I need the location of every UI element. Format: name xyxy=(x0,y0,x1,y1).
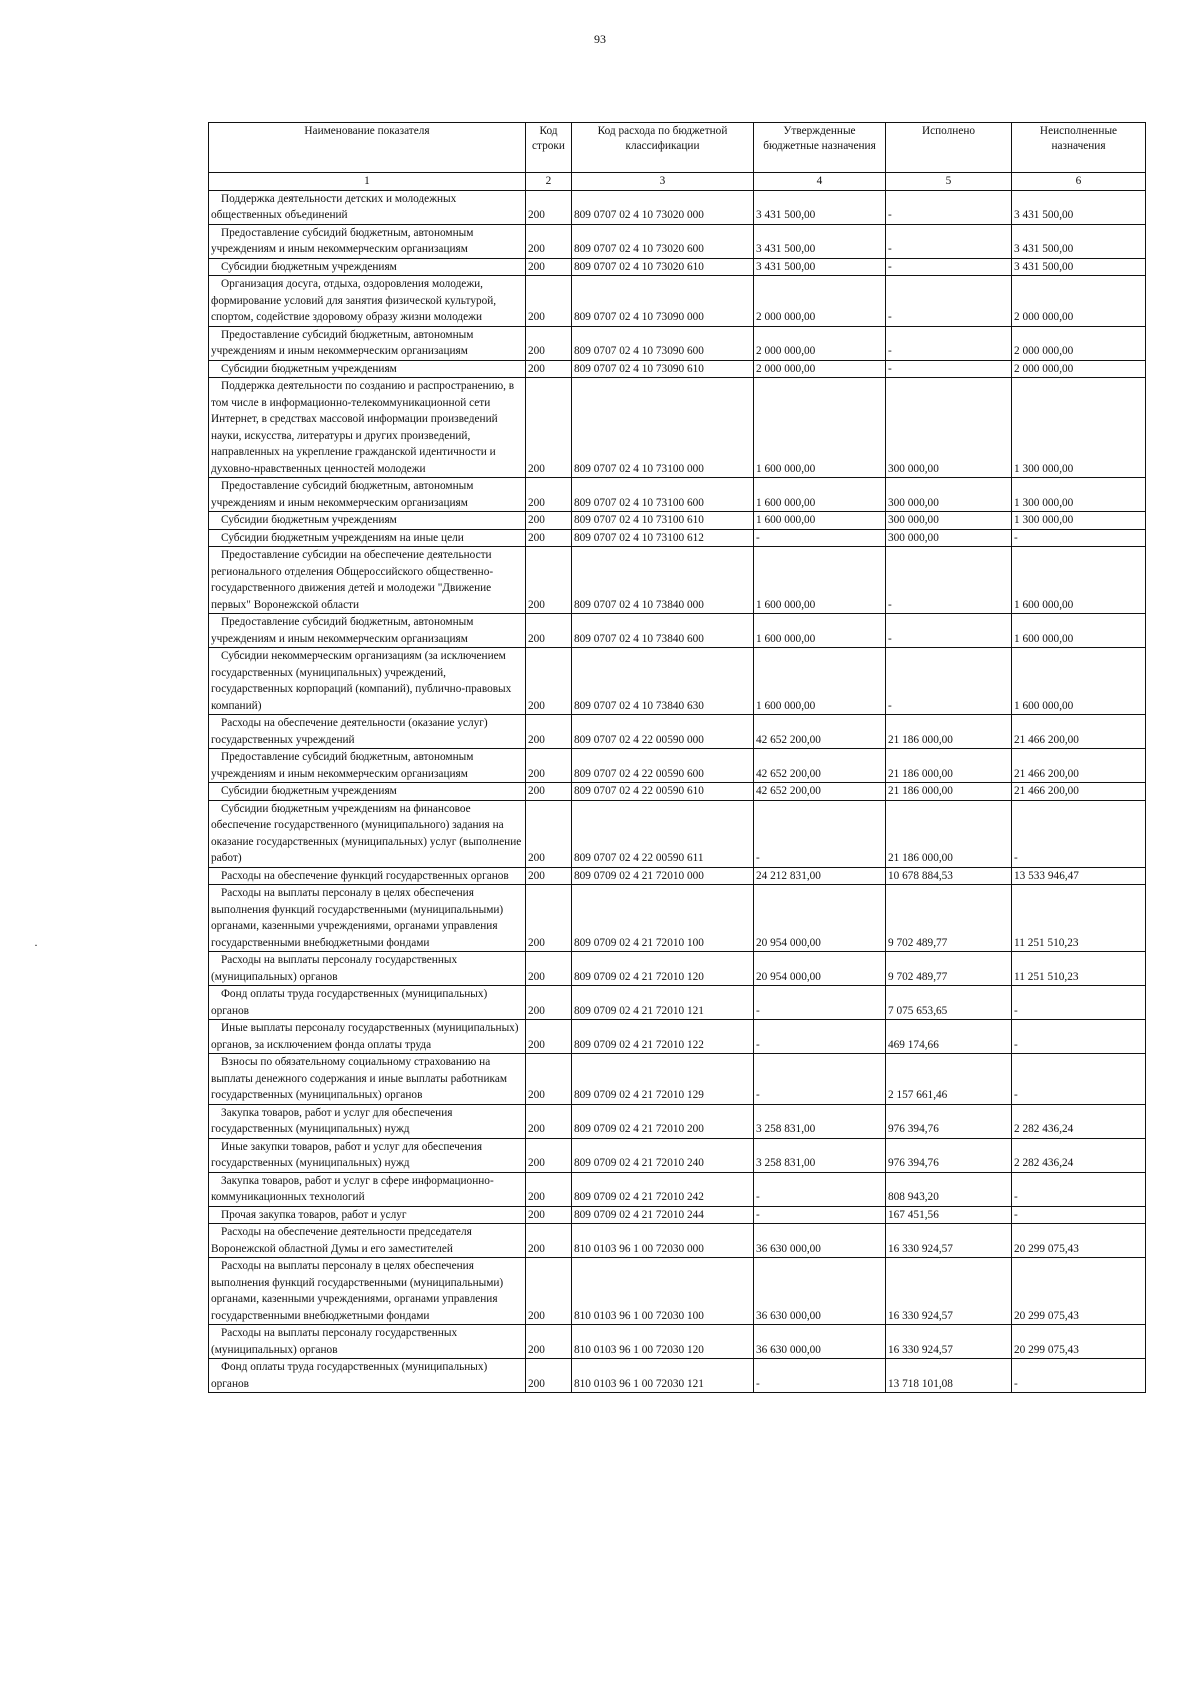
header-executed: Исполнено xyxy=(886,123,1012,173)
table-row xyxy=(209,360,1146,378)
executed-amount-cell: - xyxy=(886,614,1012,648)
table-row xyxy=(209,378,1146,478)
approved-amount-cell: 36 630 000,00 xyxy=(754,1325,886,1359)
indicator-name-cell: Закупка товаров, работ и услуг для обеспечения государственных (муниципальных) нужд xyxy=(209,1104,526,1138)
approved-amount-cell: 1 600 000,00 xyxy=(754,648,886,715)
unexecuted-amount-cell: 3 431 500,00 xyxy=(1012,258,1146,276)
executed-amount-cell: 300 000,00 xyxy=(886,529,1012,547)
executed-amount-cell: 9 702 489,77 xyxy=(886,885,1012,952)
budget-classification-cell: 809 0707 02 4 10 73090 600 xyxy=(572,326,754,360)
executed-amount-cell: 21 186 000,00 xyxy=(886,715,1012,749)
budget-classification-cell: 809 0709 02 4 21 72010 200 xyxy=(572,1104,754,1138)
indicator-name-cell: Расходы на выплаты персоналу в целях обеспечения выполнения функций государственными (муниципальными) органами, казенными учреждениями, органами управления государственными внебюджетными фондами xyxy=(209,885,526,952)
table-row xyxy=(209,1258,1146,1325)
budget-classification-cell: 809 0709 02 4 21 72010 120 xyxy=(572,952,754,986)
unexecuted-amount-cell: 20 299 075,43 xyxy=(1012,1325,1146,1359)
unexecuted-amount-cell: 20 299 075,43 xyxy=(1012,1224,1146,1258)
table-row xyxy=(209,512,1146,530)
line-code-cell: 200 xyxy=(526,190,572,224)
approved-amount-cell: - xyxy=(754,1359,886,1393)
approved-amount-cell: 36 630 000,00 xyxy=(754,1224,886,1258)
approved-amount-cell: 42 652 200,00 xyxy=(754,715,886,749)
unexecuted-amount-cell: - xyxy=(1012,800,1146,867)
unexecuted-amount-cell: 1 600 000,00 xyxy=(1012,614,1146,648)
table-row xyxy=(209,1020,1146,1054)
unexecuted-amount-cell: 2 000 000,00 xyxy=(1012,276,1146,327)
indicator-name-cell: Расходы на обеспечение функций государственных органов xyxy=(209,867,526,885)
executed-amount-cell: - xyxy=(886,190,1012,224)
table-row xyxy=(209,478,1146,512)
budget-classification-cell: 810 0103 96 1 00 72030 100 xyxy=(572,1258,754,1325)
executed-amount-cell: 16 330 924,57 xyxy=(886,1258,1012,1325)
line-code-cell: 200 xyxy=(526,478,572,512)
header-indicator-name: Наименование показателя xyxy=(209,123,526,173)
executed-amount-cell: 21 186 000,00 xyxy=(886,749,1012,783)
line-code-cell: 200 xyxy=(526,529,572,547)
approved-amount-cell: 3 431 500,00 xyxy=(754,190,886,224)
executed-amount-cell: 167 451,56 xyxy=(886,1206,1012,1224)
line-code-cell: 200 xyxy=(526,326,572,360)
indicator-name-cell: Закупка товаров, работ и услуг в сфере информационно-коммуникационных технологий xyxy=(209,1172,526,1206)
line-code-cell: 200 xyxy=(526,1138,572,1172)
budget-classification-cell: 809 0707 02 4 10 73020 000 xyxy=(572,190,754,224)
column-number: 3 xyxy=(572,173,754,191)
unexecuted-amount-cell: 1 300 000,00 xyxy=(1012,478,1146,512)
header-unexecuted: Неисполненные назначения xyxy=(1012,123,1146,173)
unexecuted-amount-cell: 2 000 000,00 xyxy=(1012,360,1146,378)
approved-amount-cell: - xyxy=(754,800,886,867)
budget-classification-cell: 809 0707 02 4 22 00590 610 xyxy=(572,783,754,801)
indicator-name-cell: Расходы на обеспечение деятельности (оказание услуг) государственных учреждений xyxy=(209,715,526,749)
unexecuted-amount-cell: 21 466 200,00 xyxy=(1012,715,1146,749)
indicator-name-cell: Субсидии бюджетным учреждениям xyxy=(209,512,526,530)
approved-amount-cell: 3 431 500,00 xyxy=(754,224,886,258)
executed-amount-cell: 7 075 653,65 xyxy=(886,986,1012,1020)
table-row xyxy=(209,1172,1146,1206)
approved-amount-cell: - xyxy=(754,986,886,1020)
line-code-cell: 200 xyxy=(526,885,572,952)
line-code-cell: 200 xyxy=(526,1258,572,1325)
budget-classification-cell: 809 0707 02 4 10 73100 610 xyxy=(572,512,754,530)
budget-classification-cell: 809 0707 02 4 10 73090 000 xyxy=(572,276,754,327)
approved-amount-cell: 3 258 831,00 xyxy=(754,1138,886,1172)
approved-amount-cell: 2 000 000,00 xyxy=(754,326,886,360)
budget-classification-cell: 809 0707 02 4 10 73100 612 xyxy=(572,529,754,547)
budget-classification-cell: 809 0707 02 4 10 73840 630 xyxy=(572,648,754,715)
indicator-name-cell: Предоставление субсидии на обеспечение деятельности регионального отделения Общероссийского общественно-государственного движения детей и молодежи "Движение первых" Воронежской области xyxy=(209,547,526,614)
executed-amount-cell: 976 394,76 xyxy=(886,1104,1012,1138)
line-code-cell: 200 xyxy=(526,1020,572,1054)
table-row xyxy=(209,648,1146,715)
table-row xyxy=(209,1138,1146,1172)
unexecuted-amount-cell: 21 466 200,00 xyxy=(1012,749,1146,783)
budget-classification-cell: 809 0709 02 4 21 72010 129 xyxy=(572,1054,754,1105)
indicator-name-cell: Субсидии бюджетным учреждениям на иные цели xyxy=(209,529,526,547)
column-number-row xyxy=(209,173,1146,191)
table-row xyxy=(209,952,1146,986)
indicator-name-cell: Поддержка деятельности по созданию и распространению, в том числе в информационно-телекоммуникационной сети Интернет, в средствах массовой информации произведений науки, искусства, литературы и других произведений, направленных на укрепление гражданской идентичности и духовно-нравственных ценностей молодежи xyxy=(209,378,526,478)
budget-execution-table xyxy=(208,122,1146,1393)
line-code-cell: 200 xyxy=(526,1104,572,1138)
table-row xyxy=(209,715,1146,749)
executed-amount-cell: 21 186 000,00 xyxy=(886,783,1012,801)
unexecuted-amount-cell: 20 299 075,43 xyxy=(1012,1258,1146,1325)
table-row xyxy=(209,1054,1146,1105)
approved-amount-cell: 3 431 500,00 xyxy=(754,258,886,276)
unexecuted-amount-cell: - xyxy=(1012,1172,1146,1206)
approved-amount-cell: 2 000 000,00 xyxy=(754,276,886,327)
indicator-name-cell: Фонд оплаты труда государственных (муниципальных) органов xyxy=(209,986,526,1020)
indicator-name-cell: Расходы на выплаты персоналу государственных (муниципальных) органов xyxy=(209,1325,526,1359)
indicator-name-cell: Расходы на обеспечение деятельности председателя Воронежской областной Думы и его заместителей xyxy=(209,1224,526,1258)
column-number: 1 xyxy=(209,173,526,191)
line-code-cell: 200 xyxy=(526,614,572,648)
approved-amount-cell: 2 000 000,00 xyxy=(754,360,886,378)
executed-amount-cell: 16 330 924,57 xyxy=(886,1224,1012,1258)
indicator-name-cell: Субсидии бюджетным учреждениям xyxy=(209,783,526,801)
approved-amount-cell: - xyxy=(754,1206,886,1224)
indicator-name-cell: Предоставление субсидий бюджетным, автономным учреждениям и иным некоммерческим организациям xyxy=(209,326,526,360)
scan-mark: · xyxy=(34,938,38,952)
executed-amount-cell: - xyxy=(886,326,1012,360)
line-code-cell: 200 xyxy=(526,952,572,986)
budget-classification-cell: 809 0707 02 4 10 73840 600 xyxy=(572,614,754,648)
unexecuted-amount-cell: - xyxy=(1012,529,1146,547)
executed-amount-cell: 16 330 924,57 xyxy=(886,1325,1012,1359)
page-number: 93 xyxy=(594,32,606,46)
table-row xyxy=(209,326,1146,360)
budget-classification-cell: 809 0709 02 4 21 72010 242 xyxy=(572,1172,754,1206)
budget-classification-cell: 809 0707 02 4 10 73020 600 xyxy=(572,224,754,258)
unexecuted-amount-cell: - xyxy=(1012,986,1146,1020)
indicator-name-cell: Предоставление субсидий бюджетным, автономным учреждениям и иным некоммерческим организациям xyxy=(209,614,526,648)
line-code-cell: 200 xyxy=(526,749,572,783)
approved-amount-cell: 1 600 000,00 xyxy=(754,478,886,512)
unexecuted-amount-cell: - xyxy=(1012,1020,1146,1054)
table-row xyxy=(209,749,1146,783)
indicator-name-cell: Фонд оплаты труда государственных (муниципальных) органов xyxy=(209,1359,526,1393)
table-row xyxy=(209,783,1146,801)
indicator-name-cell: Прочая закупка товаров, работ и услуг xyxy=(209,1206,526,1224)
budget-classification-cell: 809 0707 02 4 22 00590 611 xyxy=(572,800,754,867)
table-row xyxy=(209,1325,1146,1359)
table-row xyxy=(209,1224,1146,1258)
budget-classification-cell: 809 0709 02 4 21 72010 100 xyxy=(572,885,754,952)
unexecuted-amount-cell: 1 600 000,00 xyxy=(1012,547,1146,614)
line-code-cell: 200 xyxy=(526,800,572,867)
indicator-name-cell: Субсидии некоммерческим организациям (за исключением государственных (муниципальных) учреждений, государственных корпораций (компаний), публично-правовых компаний) xyxy=(209,648,526,715)
approved-amount-cell: 1 600 000,00 xyxy=(754,378,886,478)
line-code-cell: 200 xyxy=(526,512,572,530)
budget-classification-cell: 809 0707 02 4 10 73090 610 xyxy=(572,360,754,378)
line-code-cell: 200 xyxy=(526,1054,572,1105)
indicator-name-cell: Предоставление субсидий бюджетным, автономным учреждениям и иным некоммерческим организациям xyxy=(209,478,526,512)
executed-amount-cell: - xyxy=(886,224,1012,258)
line-code-cell: 200 xyxy=(526,783,572,801)
executed-amount-cell: - xyxy=(886,360,1012,378)
budget-classification-cell: 809 0709 02 4 21 72010 121 xyxy=(572,986,754,1020)
indicator-name-cell: Взносы по обязательному социальному страхованию на выплаты денежного содержания и иные выплаты работникам государственных (муниципальных) органов xyxy=(209,1054,526,1105)
indicator-name-cell: Расходы на выплаты персоналу в целях обеспечения выполнения функций государственными (муниципальными) органами, казенными учреждениями, органами управления государственными внебюджетными фондами xyxy=(209,1258,526,1325)
column-number: 6 xyxy=(1012,173,1146,191)
table-row xyxy=(209,1206,1146,1224)
indicator-name-cell: Субсидии бюджетным учреждениям xyxy=(209,360,526,378)
approved-amount-cell: 1 600 000,00 xyxy=(754,614,886,648)
executed-amount-cell: 10 678 884,53 xyxy=(886,867,1012,885)
line-code-cell: 200 xyxy=(526,360,572,378)
line-code-cell: 200 xyxy=(526,378,572,478)
budget-classification-cell: 809 0709 02 4 21 72010 122 xyxy=(572,1020,754,1054)
executed-amount-cell: 976 394,76 xyxy=(886,1138,1012,1172)
table-row xyxy=(209,224,1146,258)
indicator-name-cell: Предоставление субсидий бюджетным, автономным учреждениям и иным некоммерческим организациям xyxy=(209,749,526,783)
table-row xyxy=(209,190,1146,224)
executed-amount-cell: 9 702 489,77 xyxy=(886,952,1012,986)
unexecuted-amount-cell: 13 533 946,47 xyxy=(1012,867,1146,885)
line-code-cell: 200 xyxy=(526,547,572,614)
budget-classification-cell: 810 0103 96 1 00 72030 121 xyxy=(572,1359,754,1393)
indicator-name-cell: Иные выплаты персоналу государственных (муниципальных) органов, за исключением фонда оплаты труда xyxy=(209,1020,526,1054)
line-code-cell: 200 xyxy=(526,258,572,276)
executed-amount-cell: 300 000,00 xyxy=(886,512,1012,530)
line-code-cell: 200 xyxy=(526,224,572,258)
budget-classification-cell: 809 0707 02 4 10 73100 600 xyxy=(572,478,754,512)
budget-classification-cell: 809 0707 02 4 22 00590 000 xyxy=(572,715,754,749)
approved-amount-cell: - xyxy=(754,1020,886,1054)
unexecuted-amount-cell: 3 431 500,00 xyxy=(1012,190,1146,224)
indicator-name-cell: Организация досуга, отдыха, оздоровления молодежи, формирование условий для занятия физической культурой, спортом, содействие здоровому образу жизни молодежи xyxy=(209,276,526,327)
approved-amount-cell: 20 954 000,00 xyxy=(754,952,886,986)
approved-amount-cell: - xyxy=(754,1172,886,1206)
line-code-cell: 200 xyxy=(526,1172,572,1206)
line-code-cell: 200 xyxy=(526,867,572,885)
indicator-name-cell: Иные закупки товаров, работ и услуг для обеспечения государственных (муниципальных) нужд xyxy=(209,1138,526,1172)
unexecuted-amount-cell: 2 000 000,00 xyxy=(1012,326,1146,360)
budget-classification-cell: 809 0707 02 4 10 73840 000 xyxy=(572,547,754,614)
table-row xyxy=(209,986,1146,1020)
executed-amount-cell: - xyxy=(886,648,1012,715)
indicator-name-cell: Поддержка деятельности детских и молодежных общественных объединений xyxy=(209,190,526,224)
budget-classification-cell: 809 0709 02 4 21 72010 240 xyxy=(572,1138,754,1172)
approved-amount-cell: 1 600 000,00 xyxy=(754,547,886,614)
executed-amount-cell: - xyxy=(886,258,1012,276)
table-row xyxy=(209,614,1146,648)
line-code-cell: 200 xyxy=(526,648,572,715)
indicator-name-cell: Субсидии бюджетным учреждениям xyxy=(209,258,526,276)
line-code-cell: 200 xyxy=(526,715,572,749)
budget-classification-cell: 810 0103 96 1 00 72030 000 xyxy=(572,1224,754,1258)
budget-classification-cell: 810 0103 96 1 00 72030 120 xyxy=(572,1325,754,1359)
budget-classification-cell: 809 0707 02 4 10 73020 610 xyxy=(572,258,754,276)
line-code-cell: 200 xyxy=(526,986,572,1020)
approved-amount-cell: 3 258 831,00 xyxy=(754,1104,886,1138)
indicator-name-cell: Предоставление субсидий бюджетным, автономным учреждениям и иным некоммерческим организациям xyxy=(209,224,526,258)
header-approved: Утвержденные бюджетные назначения xyxy=(754,123,886,173)
column-number: 2 xyxy=(526,173,572,191)
budget-classification-cell: 809 0707 02 4 10 73100 000 xyxy=(572,378,754,478)
approved-amount-cell: 42 652 200,00 xyxy=(754,783,886,801)
approved-amount-cell: 42 652 200,00 xyxy=(754,749,886,783)
header-line-code: Код строки xyxy=(526,123,572,173)
budget-classification-cell: 809 0707 02 4 22 00590 600 xyxy=(572,749,754,783)
header-row xyxy=(209,123,1146,173)
approved-amount-cell: 36 630 000,00 xyxy=(754,1258,886,1325)
unexecuted-amount-cell: - xyxy=(1012,1206,1146,1224)
executed-amount-cell: 2 157 661,46 xyxy=(886,1054,1012,1105)
unexecuted-amount-cell: 2 282 436,24 xyxy=(1012,1104,1146,1138)
line-code-cell: 200 xyxy=(526,1224,572,1258)
unexecuted-amount-cell: 2 282 436,24 xyxy=(1012,1138,1146,1172)
table-row xyxy=(209,885,1146,952)
table-row xyxy=(209,276,1146,327)
executed-amount-cell: - xyxy=(886,547,1012,614)
unexecuted-amount-cell: - xyxy=(1012,1359,1146,1393)
line-code-cell: 200 xyxy=(526,1359,572,1393)
unexecuted-amount-cell: 1 300 000,00 xyxy=(1012,512,1146,530)
budget-classification-cell: 809 0709 02 4 21 72010 000 xyxy=(572,867,754,885)
executed-amount-cell: - xyxy=(886,276,1012,327)
table-row xyxy=(209,258,1146,276)
unexecuted-amount-cell: 3 431 500,00 xyxy=(1012,224,1146,258)
executed-amount-cell: 469 174,66 xyxy=(886,1020,1012,1054)
executed-amount-cell: 808 943,20 xyxy=(886,1172,1012,1206)
approved-amount-cell: - xyxy=(754,529,886,547)
column-number: 5 xyxy=(886,173,1012,191)
unexecuted-amount-cell: - xyxy=(1012,1054,1146,1105)
table-row xyxy=(209,547,1146,614)
approved-amount-cell: 20 954 000,00 xyxy=(754,885,886,952)
table-row xyxy=(209,1359,1146,1393)
unexecuted-amount-cell: 11 251 510,23 xyxy=(1012,885,1146,952)
approved-amount-cell: - xyxy=(754,1054,886,1105)
indicator-name-cell: Расходы на выплаты персоналу государственных (муниципальных) органов xyxy=(209,952,526,986)
executed-amount-cell: 13 718 101,08 xyxy=(886,1359,1012,1393)
table-row xyxy=(209,867,1146,885)
table-row xyxy=(209,800,1146,867)
approved-amount-cell: 24 212 831,00 xyxy=(754,867,886,885)
executed-amount-cell: 21 186 000,00 xyxy=(886,800,1012,867)
line-code-cell: 200 xyxy=(526,1206,572,1224)
table-row xyxy=(209,529,1146,547)
line-code-cell: 200 xyxy=(526,1325,572,1359)
header-budget-classification: Код расхода по бюджетной классификации xyxy=(572,123,754,173)
table-row xyxy=(209,1104,1146,1138)
column-number: 4 xyxy=(754,173,886,191)
unexecuted-amount-cell: 1 300 000,00 xyxy=(1012,378,1146,478)
unexecuted-amount-cell: 11 251 510,23 xyxy=(1012,952,1146,986)
approved-amount-cell: 1 600 000,00 xyxy=(754,512,886,530)
unexecuted-amount-cell: 21 466 200,00 xyxy=(1012,783,1146,801)
budget-classification-cell: 809 0709 02 4 21 72010 244 xyxy=(572,1206,754,1224)
executed-amount-cell: 300 000,00 xyxy=(886,378,1012,478)
line-code-cell: 200 xyxy=(526,276,572,327)
executed-amount-cell: 300 000,00 xyxy=(886,478,1012,512)
indicator-name-cell: Субсидии бюджетным учреждениям на финансовое обеспечение государственного (муниципального) задания на оказание государственных (муниципальных) услуг (выполнение работ) xyxy=(209,800,526,867)
unexecuted-amount-cell: 1 600 000,00 xyxy=(1012,648,1146,715)
